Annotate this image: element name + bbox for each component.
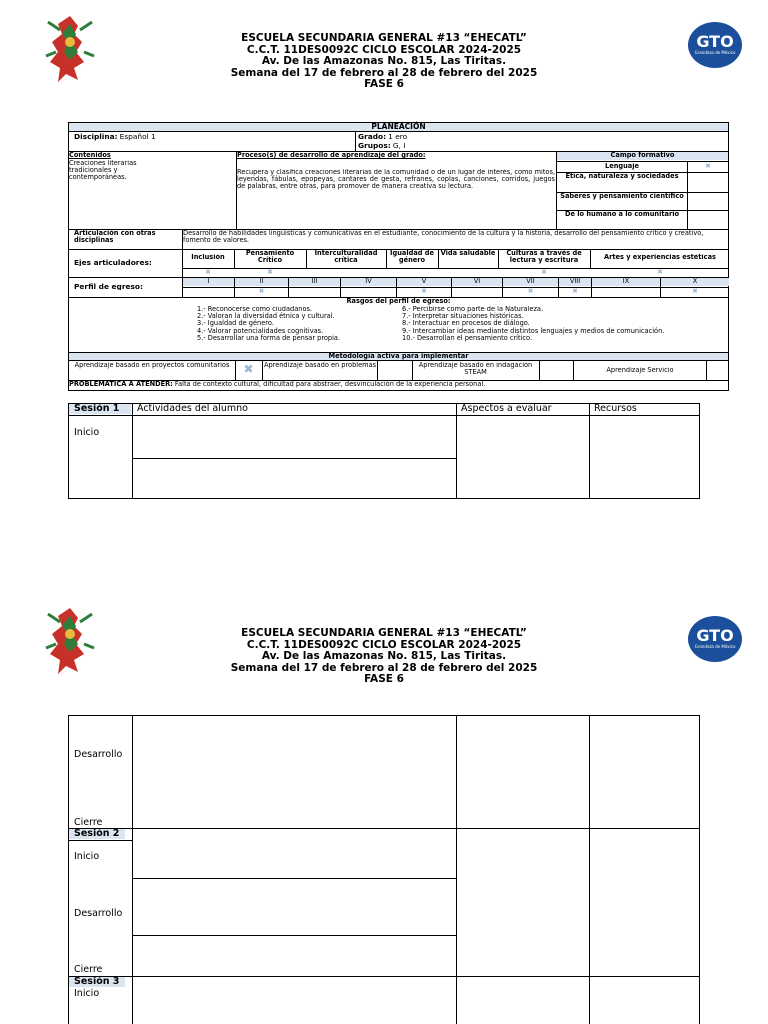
campo-lenguaje: Lenguaje [605, 163, 639, 170]
metodologia-title: Metodología activa para implementar [69, 353, 728, 360]
rasgos-title: Rasgos del perfil de egreso: [346, 298, 451, 305]
perfil-col-8: VIII [569, 278, 581, 285]
eje-artes: Artes y experiencias estéticas [604, 254, 716, 261]
school-name-2: ESCUELA SECUNDARIA GENERAL #13 “EHECATL” [241, 627, 527, 639]
articulacion-value: Desarrollo de habilidades lingüísticas y comunicativas en el estudiante, conocimiento de la cultura y la historia, desarrollo del pensamiento crítico y creativo, fomento de valores. [183, 230, 704, 245]
rasgo-1: 1.- Reconocerse como ciudadanos. [197, 306, 313, 313]
proceso-value: Recupera y clasifica creaciones literarias de la comunidad o de un lugar de interés, como mitos, leyendas, fábulas, epopeyas, cantares de gesta, refranes, coplas, canciones, corridos, juegos de palabras, entre otras, para promover de manera creativa su lectura. [237, 169, 555, 191]
rasgo-10: 10.- Desarrollan el pensamiento crítico. [402, 333, 533, 342]
perfil-mark-2: ✖ [258, 288, 265, 295]
perfil-label: Perfil de egreso: [74, 283, 143, 291]
perfil-mark-7: ✖ [527, 288, 534, 295]
activities-header: Actividades del alumno [137, 403, 248, 414]
inicio-label-2: Inicio [74, 851, 100, 862]
rasgos-left [197, 306, 397, 342]
resources-header: Recursos [594, 403, 637, 414]
school-cct: C.C.T. 11DES0092C CICLO ESCOLAR 2024-2025 [246, 43, 522, 56]
school-address: Av. De las Amazonas No. 815, Las Tiritas. [261, 55, 507, 67]
eje-culturas-mark: ✖ [541, 269, 547, 276]
session-2-header: Sesión 2 [74, 828, 120, 839]
rasgos-right [402, 306, 728, 342]
eje-culturas: Culturas a través de lectura y escritura [506, 250, 582, 265]
eje-vida: Vida saludable [440, 250, 496, 257]
perfil-col-3: III [311, 278, 318, 285]
grado: Grado: 1 ero [358, 133, 408, 141]
aztec-emblem-icon [38, 12, 102, 86]
aztec-emblem-icon-2 [38, 604, 102, 678]
campo-etica: Ética, naturaleza y sociedades [565, 173, 679, 180]
week-range-2: Semana del 17 de febrero al 28 de febrero del 2025 [230, 661, 538, 674]
problematica: PROBLEMÁTICA A ATENDER: Falta de contexto cultural, dificultad para abstraer, desvinculación de la experiencia personal. [69, 381, 486, 388]
sessions-table-page2 [68, 715, 700, 1024]
session-3-header: Sesión 3 [74, 976, 120, 987]
metodologia-problemas: Aprendizaje basado en problemas [263, 362, 377, 369]
perfil-mark-8: ✖ [572, 288, 578, 295]
evaluation-header: Aspectos a evaluar [461, 403, 552, 414]
school-cct-2: C.C.T. 11DES0092C CICLO ESCOLAR 2024-2025 [246, 638, 522, 651]
inicio-label-3: Inicio [74, 988, 100, 999]
eje-inclusion: Inclusión [191, 254, 225, 261]
cierre-label-2: Cierre [74, 964, 103, 975]
grupos: Grupos: G, I [358, 142, 406, 150]
gto-logo-2: GTO Grandeza de México [688, 616, 742, 662]
desarrollo-label-1: Desarrollo [74, 749, 123, 760]
rasgo-4: 4.- Valorar potencialidades cognitivas. [197, 326, 324, 335]
metodologia-mark: ✖ [243, 362, 254, 376]
perfil-col-5: V [421, 278, 427, 285]
perfil-col-7: VII [526, 278, 535, 285]
contenidos-label: Contenidos [69, 152, 111, 159]
perfil-col-10: X [692, 278, 698, 285]
gto-logo: GTO Grandeza de México [688, 22, 742, 68]
ejes-label: Ejes articuladores: [74, 259, 152, 267]
session-1-header: Sesión 1 [74, 403, 120, 414]
perfil-col-1: I [207, 278, 210, 285]
campo-lenguaje-mark: ✖ [705, 163, 711, 170]
campo-saberes: Saberes y pensamiento científico [560, 193, 684, 200]
perfil-mark-5: ✖ [421, 288, 427, 295]
campo-formativo-label: Campo formativo [557, 152, 728, 160]
perfil-col-9: IX [622, 278, 630, 285]
rasgo-9: 9.- Intercambiar ideas mediante distintos lenguajes y medios de comunicación. [402, 326, 665, 335]
phase-2: FASE 6 [364, 673, 404, 685]
eje-igualdad: Igualdad de género [390, 250, 434, 265]
phase: FASE 6 [364, 78, 404, 90]
eje-inclusion-mark: ✖ [205, 269, 211, 276]
desarrollo-label-2: Desarrollo [74, 908, 123, 919]
rasgo-5: 5.- Desarrollar una forma de pensar propia. [197, 333, 341, 342]
sessions-table-page1 [68, 403, 700, 499]
rasgo-2: 2.- Valoran la diversidad étnica y cultural. [197, 312, 335, 321]
proceso-label: Proceso(s) de desarrollo de aprendizaje del grado: [237, 152, 426, 159]
cierre-label-1: Cierre [74, 817, 103, 828]
eje-interculturalidad: Interculturalidad crítica [314, 250, 378, 265]
metodologia-proyectos: Aprendizaje basado en proyectos comunitarios [74, 362, 230, 369]
eje-artes-mark: ✖ [657, 269, 663, 276]
week-range: Semana del 17 de febrero al 28 de febrero del 2025 [230, 66, 538, 79]
metodologia-servicio: Aprendizaje Servicio [606, 367, 674, 374]
disciplina: Disciplina: Español 1 [74, 133, 156, 141]
school-name: ESCUELA SECUNDARIA GENERAL #13 “EHECATL” [241, 32, 527, 44]
rasgo-8: 8.- Interactuar en procesos de diálogo. [402, 319, 530, 328]
school-address-2: Av. De las Amazonas No. 815, Las Tiritas. [261, 650, 507, 662]
rasgo-3: 3.- Igualdad de género. [197, 319, 274, 328]
metodologia-steam: Aprendizaje basado en indagación STEAM [418, 362, 533, 377]
planeacion-title: PLANEACIÓN [69, 123, 728, 131]
rasgo-7: 7.- Interpretar situaciones históricas. [402, 312, 524, 321]
perfil-col-6: VI [473, 278, 481, 285]
perfil-col-2: II [259, 278, 264, 285]
contenidos-value: Creaciones literarias tradicionales y contemporáneas. [69, 160, 137, 182]
perfil-mark-10: ✖ [692, 288, 698, 295]
articulacion-label: Articulación con otras disciplinas [74, 230, 156, 245]
eje-pensamiento-mark: ✖ [267, 269, 273, 276]
campo-humano: De lo humano a lo comunitario [565, 211, 679, 218]
perfil-col-4: IV [365, 278, 372, 285]
eje-pensamiento: Pensamiento Crítico [245, 250, 295, 265]
inicio-label: Inicio [74, 427, 100, 438]
rasgo-6: 6.- Percibirse como parte de la Naturaleza. [402, 306, 544, 313]
